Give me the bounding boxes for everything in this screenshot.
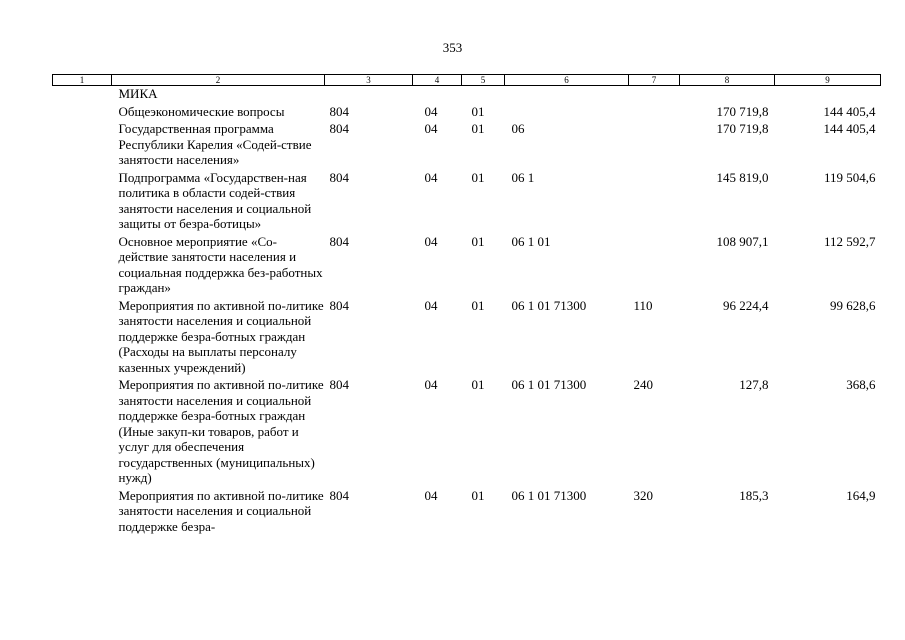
cell-col-1 [53,170,112,234]
cell-col-4: 04 [424,233,438,249]
cell-col-1 [53,104,112,122]
cell-col-5: 01 [471,121,485,136]
cell-col-7 [629,86,680,104]
cell-col-6 [505,104,629,122]
table-row [53,104,881,122]
cell-col-3: 804 [329,487,349,503]
cell-col-2: Государственная программа Республики Карелия «Содей-ствие занятости населения» [118,121,312,167]
cell-col-1 [53,488,112,537]
cell-col-7: 240 [633,377,653,392]
budget-table [52,74,881,536]
page-number: 353 [442,40,463,55]
cell-col-6: 06 1 01 [511,233,551,249]
column-header: 4 [413,75,462,86]
cell-col-8: 170 719,8 [716,121,769,136]
cell-col-2: Подпрограмма «Государствен-ная политика в области содей-ствия занятости населения и социальной защиты от безра-ботицы» [118,169,312,231]
table-row [53,170,881,234]
cell-col-7: 320 [633,487,653,503]
cell-col-8: 108 907,1 [716,233,769,249]
column-header: 2 [112,75,325,86]
column-header: 7 [629,75,680,86]
cell-col-4: 04 [424,121,438,136]
cell-col-8: 127,8 [739,377,769,392]
cell-col-6: 06 [511,121,525,136]
cell-col-5: 01 [471,103,485,119]
column-header: 8 [680,75,775,86]
cell-col-6 [505,86,629,104]
cell-col-5 [462,86,505,104]
cell-col-7 [629,170,680,234]
cell-col-8 [680,86,775,104]
cell-col-7 [629,234,680,298]
cell-col-3: 804 [329,377,349,392]
cell-col-6: 06 1 01 71300 [511,377,587,392]
cell-col-1 [53,377,112,488]
column-header: 3 [325,75,413,86]
cell-col-5: 01 [471,297,485,313]
cell-col-4 [413,86,462,104]
table-row [53,121,881,170]
cell-col-3: 804 [329,121,349,136]
cell-col-2: Общеэкономические вопросы [118,103,285,119]
cell-col-4: 04 [424,169,438,185]
cell-col-8: 170 719,8 [716,103,769,119]
cell-col-1 [53,298,112,378]
cell-col-8: 96 224,4 [723,297,769,313]
cell-col-7 [629,104,680,122]
cell-col-2: МИКА [118,86,158,101]
table-row [53,86,881,104]
column-header: 6 [505,75,629,86]
cell-col-1 [53,234,112,298]
table-row [53,234,881,298]
cell-col-2: Мероприятия по активной по-литике занятости населения и социальной поддержке безра- [118,487,324,534]
cell-col-9: 119 504,6 [823,169,876,185]
cell-col-5: 01 [471,169,485,185]
cell-col-2: Мероприятия по активной по-литике занятости населения и социальной поддержке безра-ботных граждан (Расходы на выплаты персоналу казенных учреждений) [118,297,324,375]
cell-col-6: 06 1 [511,169,535,185]
column-header: 9 [775,75,881,86]
cell-col-2: Мероприятия по активной по-литике занятости населения и социальной поддержке безра-ботных граждан (Иные закуп-ки товаров, работ и услуг для обеспечения государственных (муниципальных) нужд) [118,377,324,485]
cell-col-9: 99 628,6 [830,297,876,313]
cell-col-2: Основное мероприятие «Со-действие занятости населения и социальная поддержка без-работных граждан» [118,233,323,295]
cell-col-8: 145 819,0 [716,169,769,185]
cell-col-4: 04 [424,103,438,119]
cell-col-3: 804 [329,233,349,249]
cell-col-8: 185,3 [739,487,769,503]
cell-col-3: 804 [329,103,349,119]
column-header: 5 [462,75,505,86]
table-row [53,377,881,488]
table-row [53,488,881,537]
cell-col-9: 164,9 [846,487,876,503]
cell-col-6: 06 1 01 71300 [511,487,587,503]
cell-col-4: 04 [424,487,438,503]
cell-col-9 [775,86,881,104]
cell-col-1 [53,121,112,170]
cell-col-3 [325,86,413,104]
column-header: 1 [53,75,112,86]
cell-col-3: 804 [329,297,349,313]
table-row [53,298,881,378]
table-header-row [53,75,881,86]
cell-col-5: 01 [471,377,485,392]
cell-col-7 [629,121,680,170]
cell-col-4: 04 [424,297,438,313]
cell-col-5: 01 [471,487,485,503]
cell-col-9: 144 405,4 [823,103,876,119]
cell-col-7: 110 [633,297,653,313]
cell-col-9: 144 405,4 [823,121,876,136]
cell-col-1 [53,86,112,104]
cell-col-4: 04 [424,377,438,392]
cell-col-9: 112 592,7 [823,233,876,249]
cell-col-3: 804 [329,169,349,185]
cell-col-9: 368,6 [846,377,876,392]
cell-col-5: 01 [471,233,485,249]
cell-col-6: 06 1 01 71300 [511,297,587,313]
